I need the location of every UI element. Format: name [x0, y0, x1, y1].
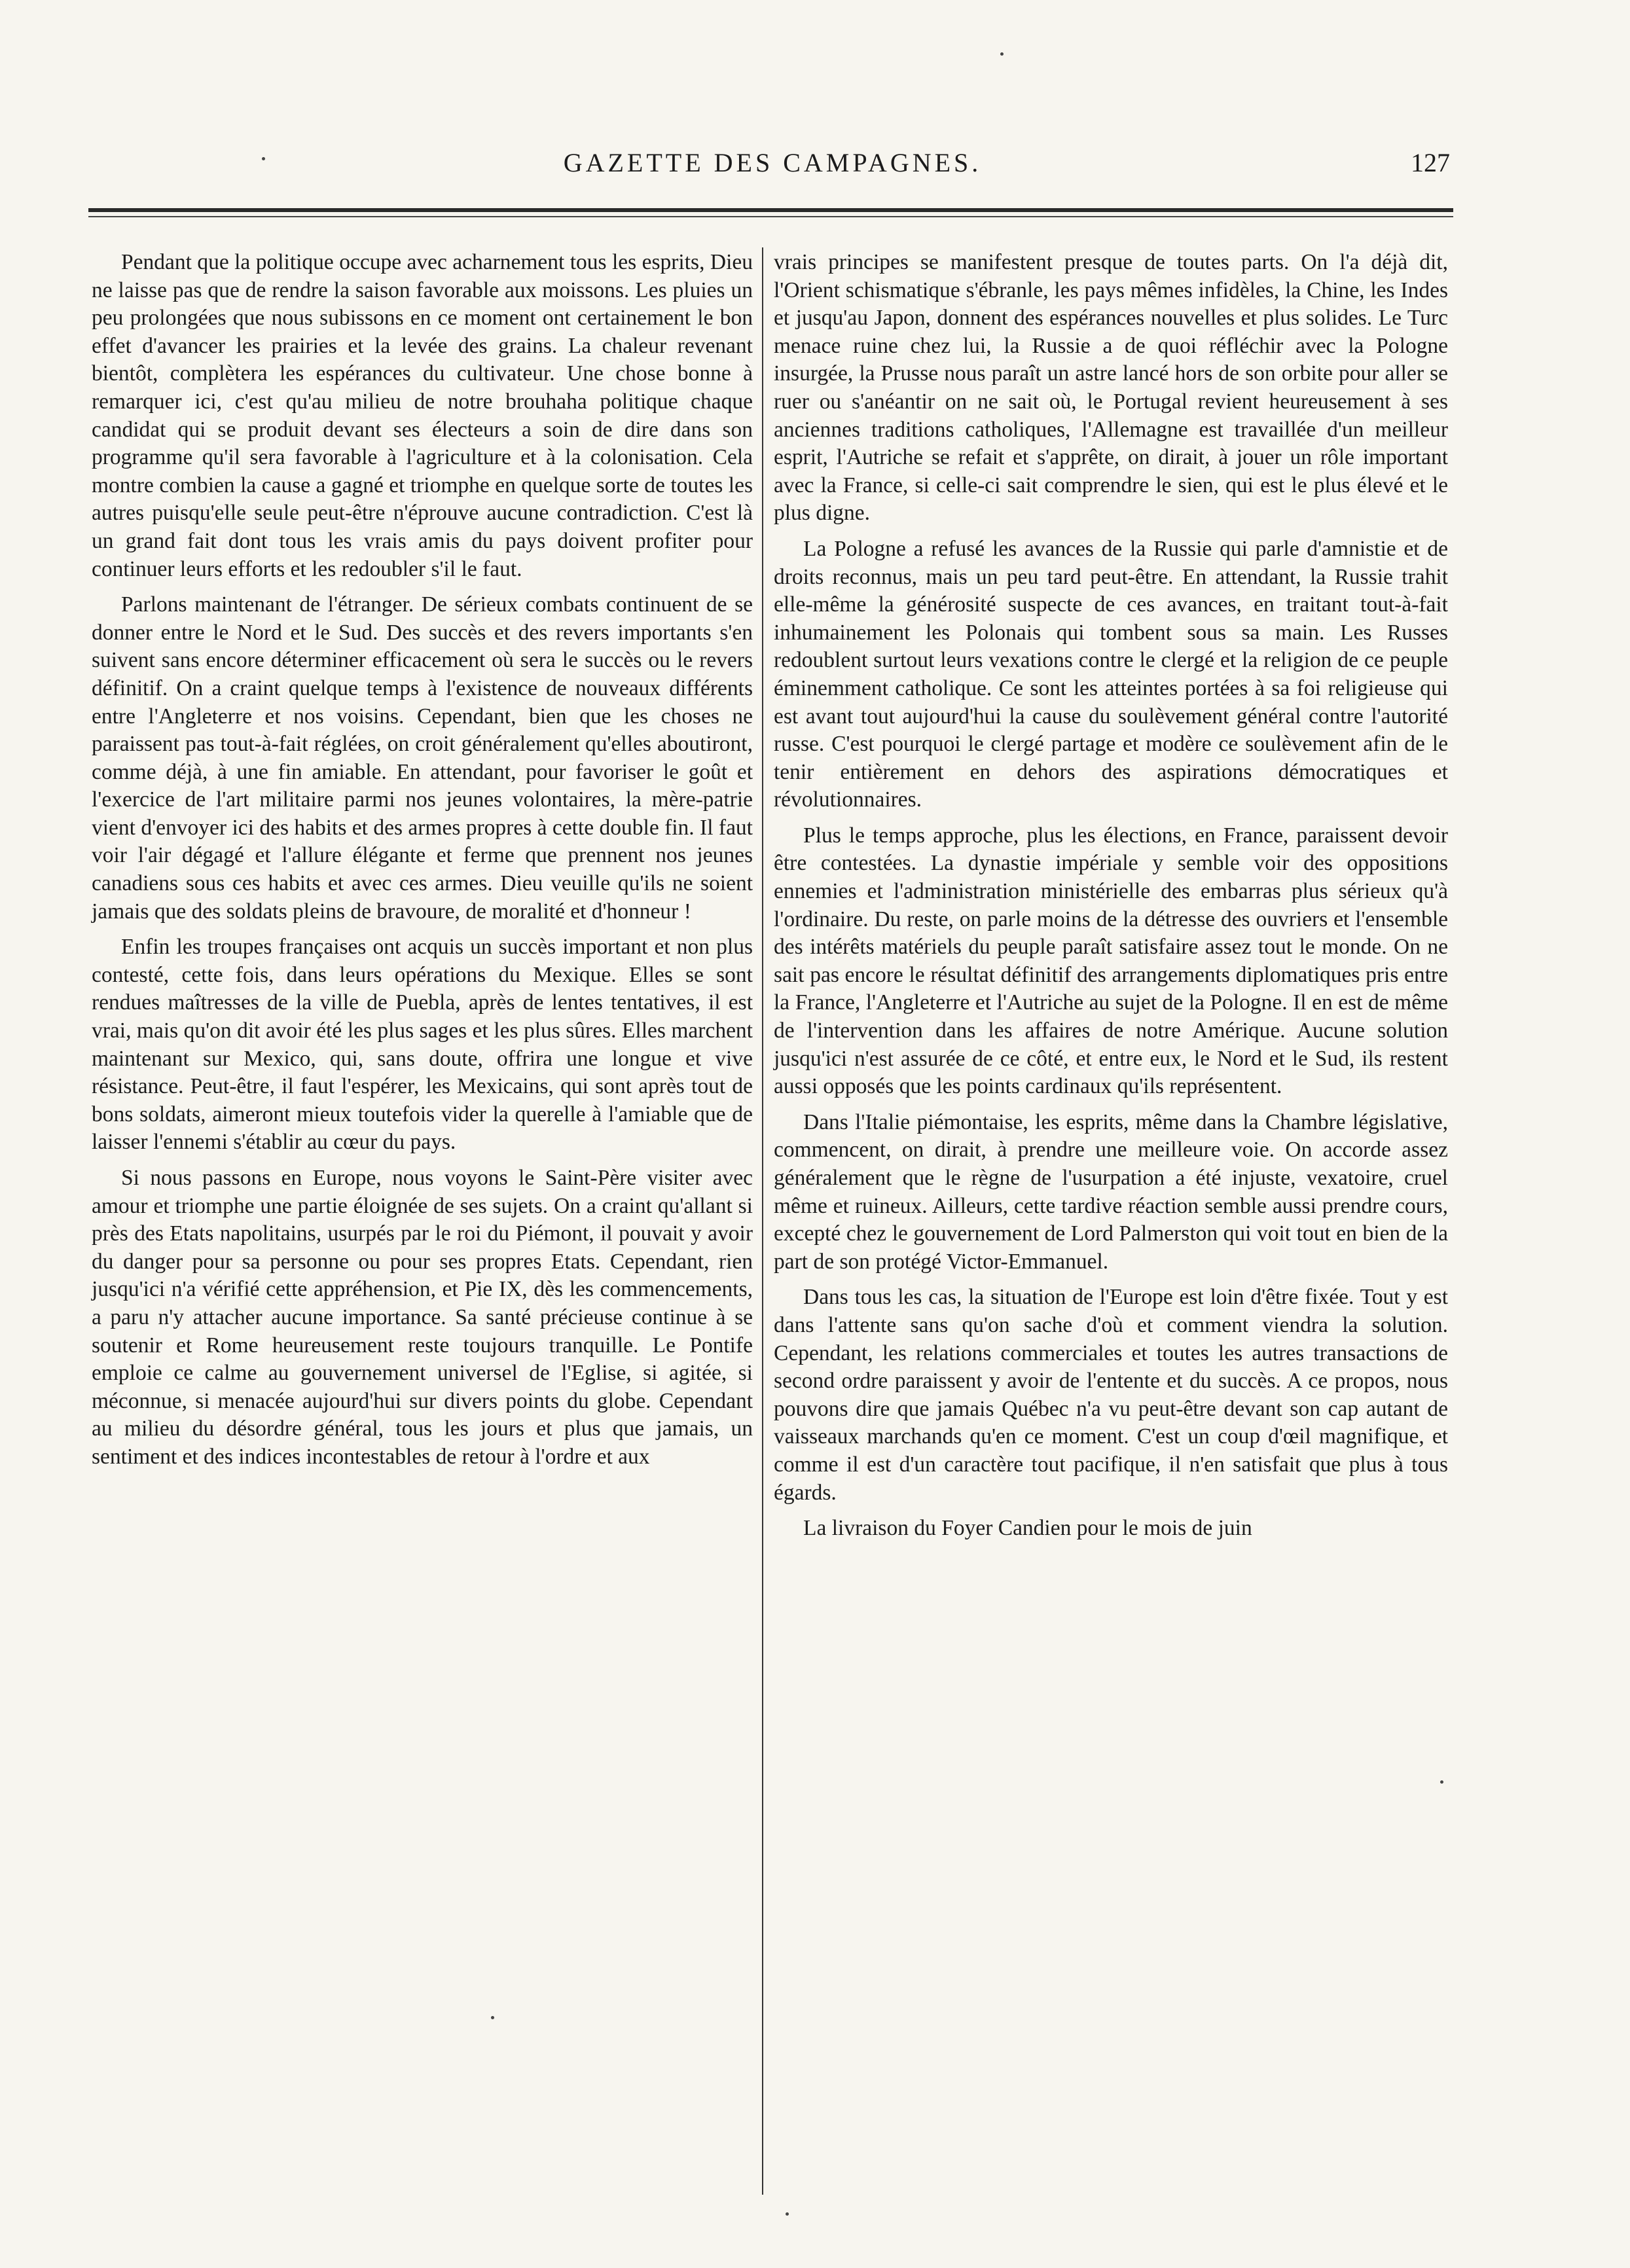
left-column [92, 249, 753, 1479]
paragraph: Si nous passons en Europe, nous voyons le Saint-Père visiter avec amour et triomphe une partie éloignée de ses sujets. On a craint qu'allant si près des Etats napolitains, usurpés par le roi du Piémont, il pouvait y avoir du danger pour sa personne ou pour ses propres Etats. Cependant, rien jusqu'ici n'a vérifié cette appréhension, et Pie IX, dès les commencements, a paru n'y attacher aucune importance. Sa santé précieuse continue à se soutenir et Rome heureusement reste toujours tranquille. Le Pontife emploie ce calme au gouvernement universel de l'Eglise, si agitée, si méconnue, si menacée aujourd'hui sur divers points du globe. Cependant au milieu du désordre général, tous les jours et plus que jamais, un sentiment et des indices incontestables de retour à l'ordre et aux [92, 1166, 753, 1469]
print-speck [786, 2212, 789, 2216]
running-title: GAZETTE DES CAMPAGNES. [563, 148, 982, 177]
print-speck [262, 157, 265, 160]
paragraph: Plus le temps approche, plus les élections, en France, paraissent devoir être contestées. La dynastie impériale y semble voir des oppositions ennemies et l'administration ministérielle des embarras plus sérieux qu'à l'ordinaire. Du reste, on parle moins de la détresse des ouvriers et l'ensemble des intérêts matériels du peuple paraît satisfaire assez tout le monde. On ne sait pas encore le résultat définitif des arrangements diplomatiques pris entre la France, l'Angleterre et l'Autriche au sujet de la Pologne. Il en est de même de l'intervention dans les affaires de notre Amérique. Aucune solution jusqu'ici n'est assurée de ce côté, et entre eux, le Nord et le Sud, ils restent aussi opposés que les points cardinaux qu'ils représentent. [774, 823, 1448, 1099]
paragraph: La livraison du Foyer Candien pour le mois de juin [803, 1516, 1252, 1541]
right-column [774, 249, 1448, 1551]
paragraph: Enfin les troupes françaises ont acquis un succès important et non plus contesté, cette fois, dans leurs opérations du Mexique. Elles se sont rendues maîtresses de la ville de Puebla, après de lentes tentatives, il est vrai, mais qu'on dit avoir été les plus sages et les plus sûres. Elles marchent maintenant sur Mexico, qui, sans doute, offrira une longue et vive résistance. Peut-être, il faut l'espérer, les Mexicains, qui sont après tout de bons soldats, aimeront mieux toutefois vider la querelle à l'amiable que de laisser l'ennemi s'établir au cœur du pays. [92, 935, 753, 1155]
paragraph: Pendant que la politique occupe avec acharnement tous les esprits, Dieu ne laisse pas que de rendre la saison favorable aux moissons. Les pluies un peu prolongées que nous subissons en ce moment ont certainement le bon effet d'avancer les prairies et la levée des grains. La chaleur revenant bientôt, complètera les espérances du cultivateur. Une chose bonne à remarquer ici, c'est qu'au milieu de notre brouhaha politique chaque candidat qui se produit devant ses électeurs a soin de dire dans son programme qu'il sera favorable à l'agriculture et à la colonisation. Cela montre combien la cause a gagné et triomphe en quelque sorte de toutes les autres puisqu'elle seule peut-être n'éprouve aucune contradiction. C'est là un grand fait dont tous les vrais amis du pays doivent profiter pour continuer leurs efforts et les redoubler s'il le faut. [92, 250, 753, 581]
column-divider [762, 247, 763, 2195]
page-header [95, 147, 1450, 187]
print-speck [1440, 1780, 1443, 1784]
paragraph: vrais principes se manifestent presque de toutes parts. On l'a déjà dit, l'Orient schismatique s'ébranle, les pays mêmes infidèles, la Chine, les Indes et jusqu'au Japon, donnent des espérances nouvelles et plus solides. Le Turc menace ruine chez lui, la Russie a de quoi réfléchir avec la Pologne insurgée, la Prusse nous paraît un astre lancé hors de son orbite pour aller se ruer ou s'anéantir on ne sait où, le Portugal revient heureusement à ses anciennes traditions catholiques, l'Allemagne est travaillée d'un meilleur esprit, l'Autriche se refait et s'apprête, on dirait, à jouer un rôle important avec la France, si celle-ci sait comprendre le sien, qui est le plus élevé et le plus digne. [774, 250, 1448, 526]
print-speck [491, 2016, 494, 2019]
paragraph: La Pologne a refusé les avances de la Russie qui parle d'amnistie et de droits reconnus, mais un peu tard peut-être. En attendant, la Russie trahit elle-même la générosité suspecte de ces avances, en traitant tout-à-fait inhumainement les Polonais qui tombent sous sa main. Les Russes redoublent surtout leurs vexations contre le clergé et la religion de ce peuple éminemment catholique. Ce sont les atteintes portées à sa foi religieuse qui est avant tout aujourd'hui la cause du soulèvement général contre l'autorité russe. C'est pourquoi le clergé partage et modère ce soulèvement afin de le tenir entièrement en dehors des aspirations démocratiques et révolutionnaires. [774, 536, 1448, 812]
header-rule [88, 208, 1453, 212]
paragraph: Dans tous les cas, la situation de l'Europe est loin d'être fixée. Tout y est dans l'attente sans qu'on sache d'où et comment viendra la solution. Cependant, les relations commerciales et toutes les autres transactions de second ordre paraissent y avoir de l'entente et du succès. A ce propos, nous pouvons dire que jamais Québec n'a vu peut-être devant son cap autant de vaisseaux marchands qu'en ce moment. C'est un coup d'œil magnifique, et comme il est d'un caractère tout pacifique, il n'en satisfait que plus à tous égards. [774, 1285, 1448, 1505]
page-number: 127 [1411, 148, 1450, 177]
print-speck [1000, 52, 1004, 56]
paragraph: Dans l'Italie piémontaise, les esprits, même dans la Chambre législative, commencent, on dirait, à prendre une meilleure voie. On accorde assez généralement que le règne de l'usurpation a été injuste, vexatoire, cruel même et ruineux. Ailleurs, cette tardive réaction semble aussi prendre cours, excepté chez le gouvernement de Lord Palmerston qui voit tout en bien de la part de son protégé Victor-Emmanuel. [774, 1109, 1448, 1274]
header-rule-thin [88, 216, 1453, 217]
paragraph: Parlons maintenant de l'étranger. De sérieux combats continuent de se donner entre le Nord et le Sud. Des succès et des revers importants s'en suivent sans encore déterminer efficacement où sera le succès ou le revers définitif. On a craint quelque temps à l'existence de nouveaux différents entre l'Angleterre et nos voisins. Cependant, bien que les choses ne paraissent pas tout-à-fait réglées, on croit généralement qu'elles aboutiront, comme déjà, à une fin amiable. En attendant, pour favoriser le goût et l'exercice de l'art militaire parmi nos jeunes volontaires, la mère-patrie vient d'envoyer ici des habits et des armes propres à cette double fin. Il faut voir l'air dégagé et l'allure élégante et ferme que prennent nos jeunes canadiens sous ces habits et avec ces armes. Dieu veuille qu'ils ne soient jamais que des soldats pleins de bravoure, de moralité et d'honneur ! [92, 592, 753, 924]
